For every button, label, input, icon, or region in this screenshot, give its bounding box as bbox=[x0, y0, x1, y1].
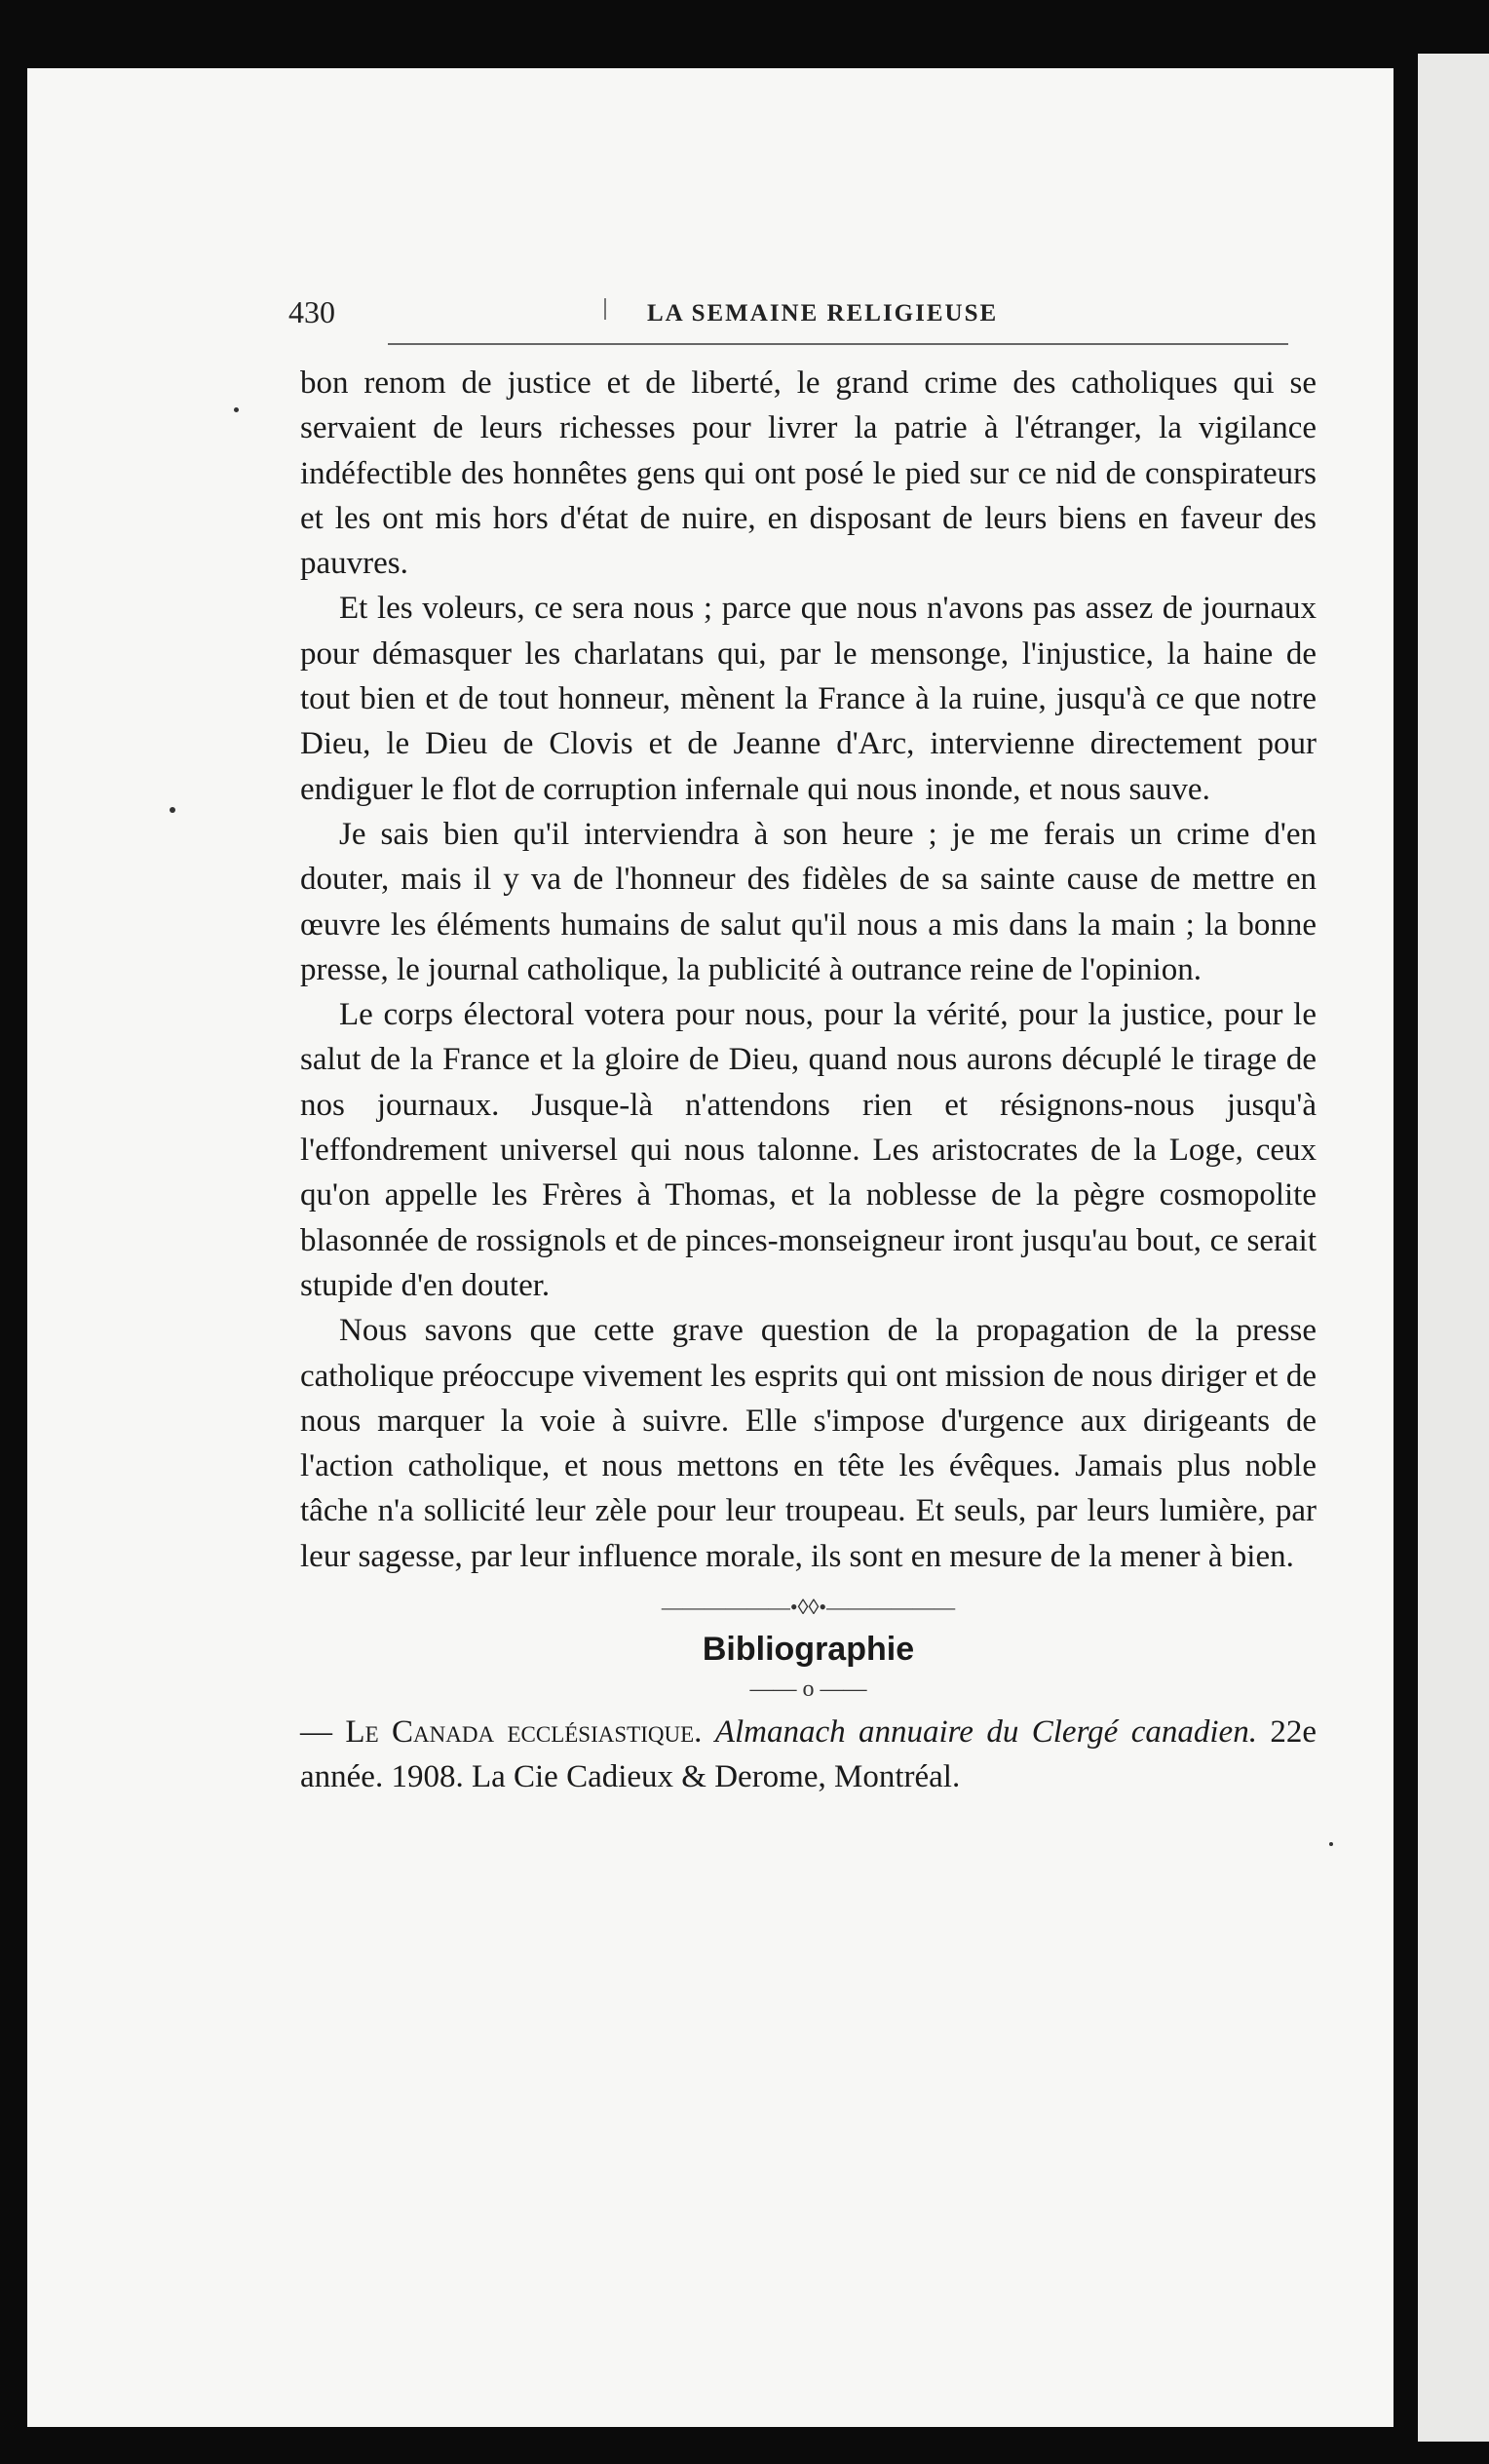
bibliography-details: 22e année. 1908. La Cie Cadieux & Derome, Montréal. bbox=[300, 1714, 1317, 1795]
bibliography-title: Le Canada ecclésiastique. bbox=[345, 1714, 703, 1751]
section-title: Bibliographie bbox=[702, 1631, 915, 1669]
section-separator: —— o —— bbox=[749, 1676, 867, 1703]
page-header bbox=[27, 294, 1394, 333]
article-body bbox=[300, 361, 1317, 1800]
scan-speck bbox=[1329, 1842, 1333, 1846]
scan-speck bbox=[170, 807, 175, 813]
paragraph-4: Le corps électoral votera pour nous, pour la vérité, pour la justice, pour le salut de la France et la gloire de Dieu, quand nous aurons décuplé le tirage de nos journaux. Jusque-là n'attendons rien et résignons-nous jusqu'à l'effondrement universel qui nous talonne. Les aristocrates de la Loge, ceux qu'on appelle les Frères à Thomas, et la noblesse de la pègre cosmopolite blasonnée de rossignols et de pinces-monseigneur iront jusqu'au bout, ce serait stupide d'en douter. bbox=[300, 997, 1317, 1303]
bibliography-entry bbox=[300, 1710, 1317, 1800]
bibliography-dash: — bbox=[300, 1714, 346, 1751]
header-rule bbox=[388, 343, 1288, 345]
paragraph-3: Je sais bien qu'il interviendra à son heure ; je me ferais un crime d'en douter, mais il y va de l'honneur des fidèles de sa sainte cause de mettre en œuvre les éléments humains de salut qu'il nous a mis dans la main ; la bonne presse, le journal catholique, la publicité à outrance reine de l'opinion. bbox=[300, 816, 1317, 987]
bibliography-subtitle: Almanach annuaire du Clergé canadien. bbox=[714, 1714, 1257, 1751]
paragraph-1: bon renom de justice et de liberté, le grand crime des catholiques qui se servaient de leurs richesses pour livrer la patrie à l'étranger, la vigilance indéfectible des honnêtes gens qui ont posé le pied sur ce nid de conspirateurs et les ont mis hors d'état de nuire, en disposant de leurs biens en faveur des pauvres. bbox=[300, 366, 1317, 582]
running-title: LA SEMAINE RELIGIEUSE bbox=[647, 300, 999, 327]
page-number: 430 bbox=[288, 294, 335, 329]
paragraph-2: Et les voleurs, ce sera nous ; parce que nous n'avons pas assez de journaux pour démasquer les charlatans qui, par le mensonge, l'injustice, la haine de tout bien et de tout honneur, mènent la France à la ruine, jusqu'à ce que notre Dieu, le Dieu de Clovis et de Jeanne d'Arc, intervienne directement pour endiguer le flot de corruption infernale qui nous inonde, et nous sauve. bbox=[300, 591, 1317, 807]
scan-speck bbox=[234, 407, 239, 412]
header-mark bbox=[604, 298, 606, 320]
adjacent-page-edge bbox=[1418, 54, 1489, 2442]
paragraph-5: Nous savons que cette grave question de la propagation de la presse catholique préoccupe vivement les esprits qui ont mission de nous diriger et de nous marquer la voie à suivre. Elle s'impose d'urgence aux dirigeants de l'action catholique, et nous mettons en tête les évêques. Jamais plus noble tâche n'a sollicité leur zèle pour leur troupeau. Et seuls, par leurs lumière, par leur sagesse, par leur influence morale, ils sont en mesure de la mener à bien. bbox=[300, 1313, 1317, 1574]
ornament-divider: ——————•◊◊•—————— bbox=[661, 1595, 956, 1620]
page-sheet bbox=[27, 68, 1394, 2427]
